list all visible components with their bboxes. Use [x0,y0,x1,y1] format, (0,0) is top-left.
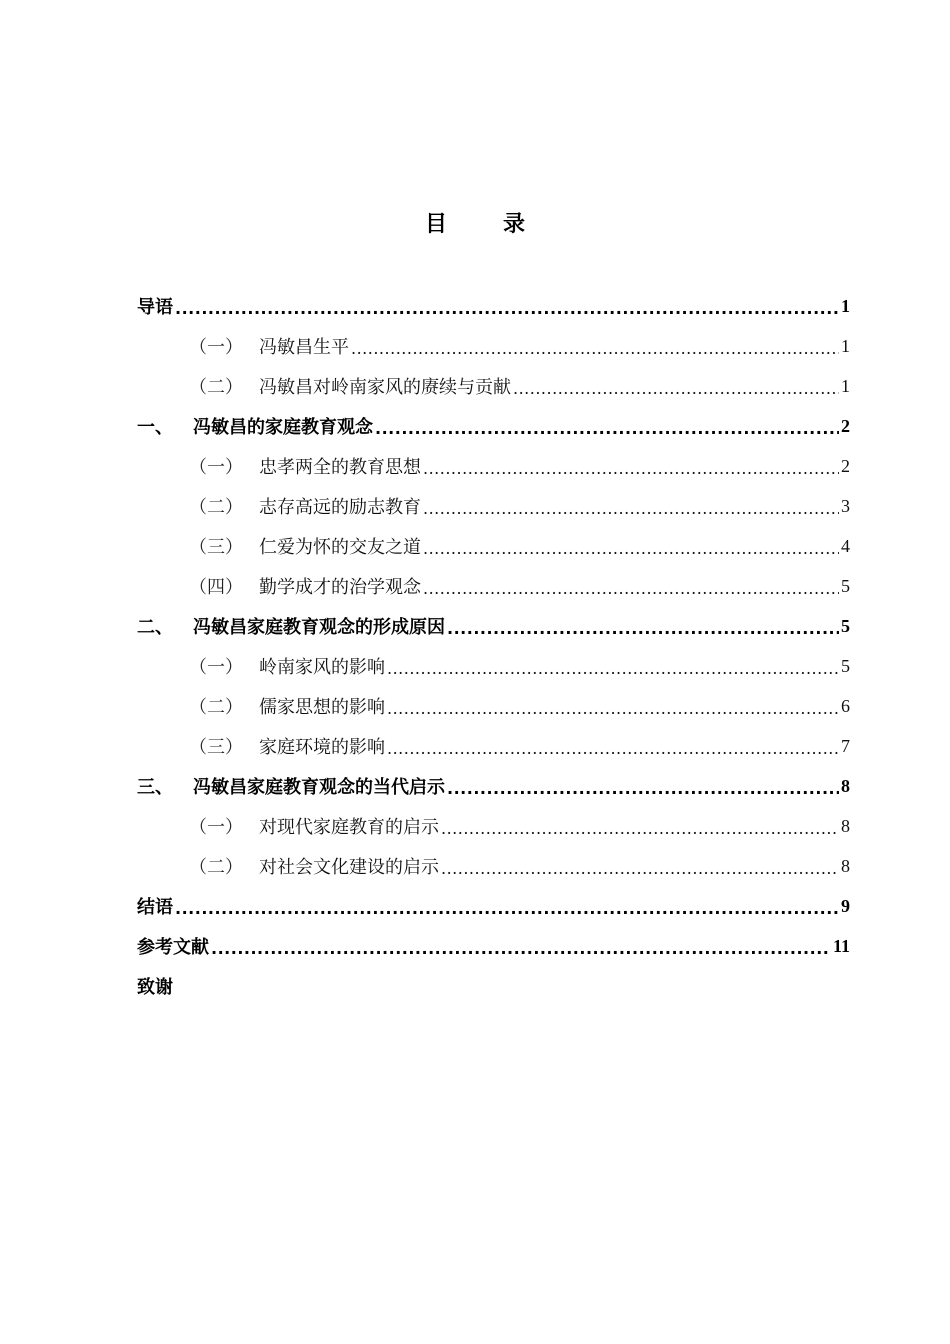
toc-page-number: 11 [832,935,850,956]
toc-entry-label: 冯敏昌对岭南家风的赓续与贡献 [259,377,511,398]
toc-entry-label: 致谢 [137,977,173,998]
toc-entry-label: 儒家思想的影响 [259,697,385,718]
toc-page-number: 4 [841,535,850,556]
toc-entry-label: 对现代家庭教育的启示 [259,817,439,838]
toc-entry-number: （三） [189,537,243,558]
toc-dot-leader [387,655,839,677]
toc-entry-2-2[interactable] [137,686,850,726]
toc-page-number: 2 [841,455,850,476]
toc-dot-leader [387,695,839,717]
toc-page-number: 8 [841,815,850,836]
toc-dot-leader [447,775,839,797]
toc-entry-chapter-3[interactable] [137,766,850,806]
toc-page-number: 3 [841,495,850,516]
toc-entry-label: 岭南家风的影响 [259,657,385,678]
toc-entry-label: 对社会文化建设的启示 [259,857,439,878]
toc-entry-number: （四） [189,577,243,598]
toc-entry-1-1[interactable] [137,446,850,486]
toc-page-number: 6 [841,695,850,716]
toc-dot-leader [441,855,839,877]
toc-title-char-2: 录 [503,212,526,237]
toc-entry-0-1[interactable] [137,326,850,366]
toc-entry-number: （三） [189,737,243,758]
toc-entry-introduction[interactable] [137,286,850,326]
toc-entry-number: （二） [189,497,243,518]
toc-entry-2-1[interactable] [137,646,850,686]
toc-entry-conclusion[interactable] [137,886,850,926]
toc-entry-number: （一） [189,817,243,838]
toc-entry-2-3[interactable] [137,726,850,766]
toc-entry-acknowledgements[interactable] [137,966,850,1006]
toc-dot-leader [423,575,839,597]
toc-dot-leader [423,455,839,477]
toc-dot-leader [423,495,839,517]
table-of-contents [137,286,850,1006]
toc-entry-references[interactable] [137,926,850,966]
toc-page-number: 8 [841,775,850,796]
toc-entry-label: 冯敏昌的家庭教育观念 [193,417,373,438]
toc-entry-chapter-1[interactable] [137,406,850,446]
toc-entry-1-3[interactable] [137,526,850,566]
toc-entry-label: 家庭环境的影响 [259,737,385,758]
toc-dot-leader [423,535,839,557]
toc-entry-label: 冯敏昌家庭教育观念的当代启示 [193,777,445,798]
toc-entry-chapter-2[interactable] [137,606,850,646]
toc-dot-leader [175,895,839,917]
toc-page-number: 5 [841,655,850,676]
toc-dot-leader [387,735,839,757]
toc-dot-leader [211,935,831,957]
toc-title-char-1: 目 [424,212,447,237]
toc-dot-leader [441,815,839,837]
toc-entry-number: （二） [189,697,243,718]
toc-page-number: 1 [841,295,850,316]
toc-entry-0-2[interactable] [137,366,850,406]
toc-dot-leader [447,615,839,637]
toc-entry-number: （一） [189,657,243,678]
toc-entry-label: 结语 [137,897,173,918]
toc-entry-label: 冯敏昌家庭教育观念的形成原因 [193,617,445,638]
toc-page-number: 8 [841,855,850,876]
toc-page-number: 1 [841,375,850,396]
toc-entry-number: 二、 [137,617,173,638]
toc-entry-1-4[interactable] [137,566,850,606]
toc-page-number: 2 [841,415,850,436]
toc-entry-label: 勤学成才的治学观念 [259,577,421,598]
toc-entry-label: 冯敏昌生平 [259,337,349,358]
toc-page-number: 5 [841,575,850,596]
toc-dot-leader [375,415,839,437]
toc-entry-label: 参考文献 [137,937,209,958]
toc-entry-number: 一、 [137,417,173,438]
toc-title [0,208,950,242]
toc-entry-number: （二） [189,377,243,398]
toc-entry-number: （二） [189,857,243,878]
toc-page-number: 9 [841,895,850,916]
toc-entry-label: 志存高远的励志教育 [259,497,421,518]
toc-dot-leader [513,375,839,397]
toc-entry-1-2[interactable] [137,486,850,526]
toc-page-number: 7 [841,735,850,756]
toc-entry-number: （一） [189,457,243,478]
toc-dot-leader [351,335,839,357]
toc-page-number: 5 [841,615,850,636]
toc-dot-leader [175,295,839,317]
toc-entry-label: 仁爱为怀的交友之道 [259,537,421,558]
toc-entry-number: 三、 [137,777,173,798]
toc-entry-3-2[interactable] [137,846,850,886]
toc-entry-3-1[interactable] [137,806,850,846]
toc-entry-label: 导语 [137,297,173,318]
toc-page-number: 1 [841,335,850,356]
toc-entry-label: 忠孝两全的教育思想 [259,457,421,478]
toc-entry-number: （一） [189,337,243,358]
